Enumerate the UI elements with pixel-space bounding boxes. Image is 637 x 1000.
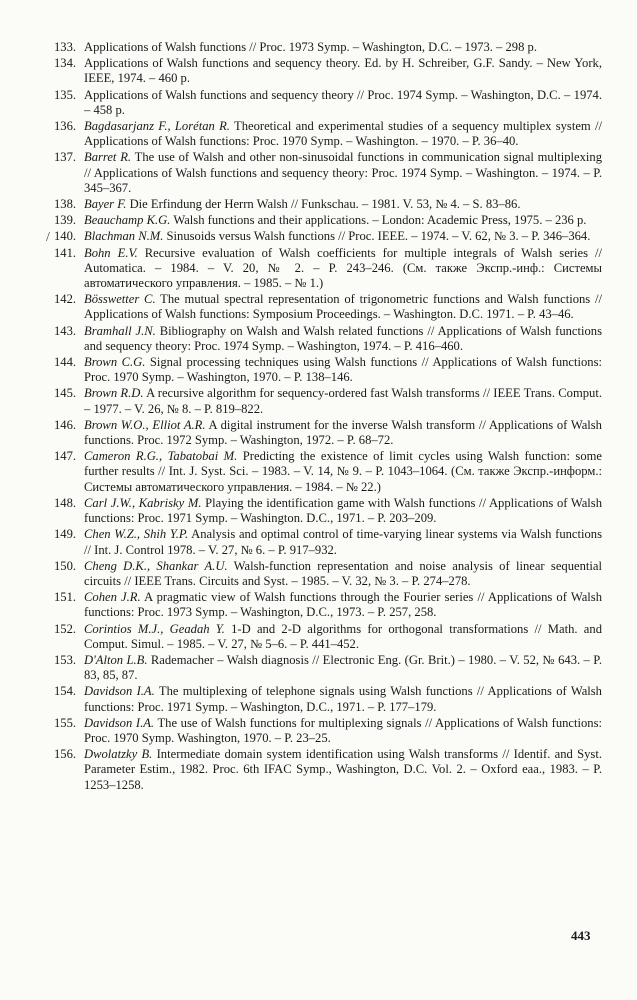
reference-text: Recursive evaluation of Walsh coefficients for multiple integrals of Walsh series // Automatica. – 1984. – V. 20, № 2. – P. 243–246. (См. также Экспр.-инф.: Системы автоматического управления. – 1985. – № 1.) (84, 245, 602, 291)
reference-item (54, 40, 602, 55)
reference-authors: Brown C.G. (84, 355, 146, 370)
reference-number: 140. (54, 229, 77, 244)
reference-text: Intermediate domain system identification using Walsh transforms // Identif. and Syst. Parameter Estim., 1982. Proc. 6th IFAC Symp., Washington, D.C. Vol. 2. – Oxford eaa., 1983. – P. 1253–1258. (84, 747, 602, 792)
reference-item (54, 559, 602, 589)
reference-authors: Beauchamp K.G. (84, 213, 171, 228)
reference-number: 134. (54, 56, 77, 71)
reference-authors: Blachman N.M. (84, 229, 164, 244)
reference-item (54, 229, 602, 244)
reference-number: 141. (54, 245, 77, 260)
reference-text: Playing the identification game with Walsh functions // Applications of Walsh functions: Proc. 1971 Symp. – Washington. D.C., 1971. – P. 203–209. (84, 495, 603, 526)
reference-authors: Davidson I.A. (84, 684, 155, 699)
reference-authors: Brown R.D. (84, 386, 144, 401)
reference-text: Applications of Walsh functions and sequency theory. Ed. by H. Schreiber, G.F. Sandy. – New York, IEEE, 1974. – 460 p. (84, 56, 602, 86)
reference-item (54, 449, 602, 495)
reference-number: 139. (54, 213, 77, 228)
reference-item (54, 527, 602, 557)
reference-number: 151. (54, 590, 77, 605)
reference-number: 154. (54, 684, 77, 699)
reference-item (54, 56, 602, 86)
reference-number: 146. (54, 417, 77, 432)
reference-number: 143. (54, 323, 77, 338)
reference-item (54, 418, 602, 448)
reference-item (54, 355, 602, 385)
reference-authors: Brown W.O., Elliot A.R. (84, 417, 206, 432)
reference-number: 138. (54, 197, 77, 212)
reference-text: Predicting the existence of limit cycles using Walsh function: some further results // Int. J. Syst. Sci. – 1983. – V. 14, № 9. – P. 1043–1064. (См. также Экспр.-информ.: Системы автоматического управления. – 1984. – № 22.) (84, 449, 602, 494)
reference-item (54, 716, 602, 746)
reference-authors: Carl J.W., Kabrisky M. (84, 495, 202, 510)
reference-text: A digital instrument for the inverse Walsh transform // Applications of Walsh functions. Proc. 1972 Symp. – Washington, 1972. – P. 68–72. (84, 417, 602, 448)
margin-mark: / (46, 230, 50, 245)
reference-number: 149. (54, 527, 77, 542)
reference-item (54, 246, 602, 292)
reference-number: 137. (54, 150, 77, 165)
reference-number: 133. (54, 40, 77, 54)
reference-item (54, 590, 602, 620)
reference-text: A recursive algorithm for sequency-ordered fast Walsh transforms // IEEE Trans. Comput. – 1977. – V. 26, № 8. – P. 819–822. (84, 386, 602, 416)
reference-item (54, 496, 602, 526)
reference-number: 152. (54, 621, 77, 636)
reference-item (54, 88, 602, 118)
reference-text: Walsh-function representation and noise analysis of linear sequential circuits // IEEE Trans. Circuits and Syst. – 1985. – V. 32, № 3. – P. 274–278. (84, 558, 602, 588)
reference-text: 1-D and 2-D algorithms for orthogonal transformations // Math. and Comput. Simul. – 1985. – V. 27, № 5–6. – P. 441–452. (84, 621, 602, 651)
reference-text: Theoretical and experimental studies of a sequency multiplex system // Applications of Walsh functions: Proc. 1970 Symp. – Washington. – 1970. – P. 36–40. (84, 119, 603, 149)
page-number: 443 (571, 928, 591, 943)
reference-text: A pragmatic view of Walsh functions through the Fourier series // Applications of Walsh functions: Proc. 1973 Symp. – Washington, D.C., 1973. – P. 257, 258. (84, 590, 603, 620)
reference-authors: Bösswetter C. (84, 292, 156, 307)
reference-number: 150. (54, 558, 77, 573)
reference-number: 144. (54, 355, 77, 370)
reference-item (54, 213, 602, 228)
reference-item (54, 324, 602, 354)
reference-item (54, 197, 602, 212)
reference-item (54, 150, 602, 196)
reference-text: Walsh functions and their applications. – London: Academic Press, 1975. – 236 p. (170, 213, 587, 228)
reference-number: 147. (54, 449, 77, 464)
reference-text: The multiplexing of telephone signals using Walsh functions // Applications of Walsh functions: Proc. 1971 Symp. – Washington, D.C., 1971. – P. 177–179. (84, 684, 602, 714)
reference-item (54, 747, 602, 793)
reference-text: Analysis and optimal control of time-varying linear systems via Walsh functions // Int. J. Control 1978. – V. 27, № 6. – P. 917–932. (84, 527, 602, 557)
reference-authors: Corintios M.J., Geadah Y. (84, 621, 225, 636)
reference-item (54, 653, 602, 683)
reference-text: Applications of Walsh functions and sequency theory // Proc. 1974 Symp. – Washington, D.C. – 1974. – 458 p. (84, 87, 602, 117)
reference-text: Bibliography on Walsh and Walsh related functions // Applications of Walsh functions and sequency theory: Proc. 1974 Symp. – Washington, 1974. – P. 416–460. (84, 323, 602, 353)
reference-authors: Bohn E.V. (84, 245, 138, 260)
reference-authors: Bagdasarjanz F., Lorétan R. (84, 119, 230, 134)
reference-item (54, 386, 602, 416)
reference-text: Die Erfindung der Herrn Walsh // Funkschau. – 1981. V. 53, № 4. – S. 83–86. (126, 197, 521, 212)
reference-authors: Dwolatzky B. (84, 747, 153, 762)
reference-authors: Chen W.Z., Shih Y.P. (84, 527, 189, 542)
reference-number: 156. (54, 747, 77, 762)
reference-authors: Barret R. (84, 150, 132, 165)
reference-list (54, 40, 602, 794)
reference-text: Sinusoids versus Walsh functions // Proc. IEEE. – 1974. – V. 62, № 3. – P. 346–364. (163, 229, 591, 244)
reference-authors: D'Alton L.B. (84, 652, 148, 667)
reference-number: 136. (54, 119, 77, 134)
reference-authors: Cheng D.K., Shankar A.U. (84, 558, 228, 573)
reference-number: 135. (54, 87, 77, 102)
reference-text: Rademacher – Walsh diagnosis // Electronic Eng. (Gr. Brit.) – 1980. – V. 52, № 643. – P. 83, 85, 87. (84, 652, 603, 683)
reference-number: 142. (54, 292, 77, 307)
reference-text: Signal processing techniques using Walsh functions // Applications of Walsh functions: Proc. 1970 Symp. – Washington, 1970. – P. 138–146. (84, 355, 603, 385)
reference-authors: Bayer F. (84, 197, 127, 212)
reference-number: 153. (54, 652, 77, 667)
reference-item (54, 119, 602, 149)
reference-authors: Bramhall J.N. (84, 323, 156, 338)
reference-authors: Cameron R.G., Tabatobai M. (84, 449, 238, 464)
reference-text: The mutual spectral representation of trigonometric functions and Walsh functions // Applications of Walsh functions: Symposium Proceedings. – Washington. D.C. 1971. – P. 43–46. (84, 292, 602, 322)
reference-text: The use of Walsh and other non-sinusoidal functions in communication signal multiplexing // Applications of Walsh functions and sequency theory: Proc. 1974 Symp. – Washington. – 1974. – P. 345–367. (84, 150, 602, 195)
reference-item (54, 292, 602, 322)
reference-text: Applications of Walsh functions // Proc. 1973 Symp. – Washington, D.C. – 1973. – 298 p. (84, 40, 537, 54)
reference-authors: Davidson I.A. (84, 715, 155, 730)
reference-text: The use of Walsh functions for multiplexing signals // Applications of Walsh functions: Proc. 1970 Symp. Washington, 1970. – P. 23–25. (84, 715, 602, 745)
reference-item (54, 622, 602, 652)
reference-number: 155. (54, 715, 77, 730)
reference-number: 145. (54, 386, 77, 401)
reference-number: 148. (54, 495, 77, 510)
reference-authors: Cohen J.R. (84, 590, 141, 605)
reference-item (54, 684, 602, 714)
